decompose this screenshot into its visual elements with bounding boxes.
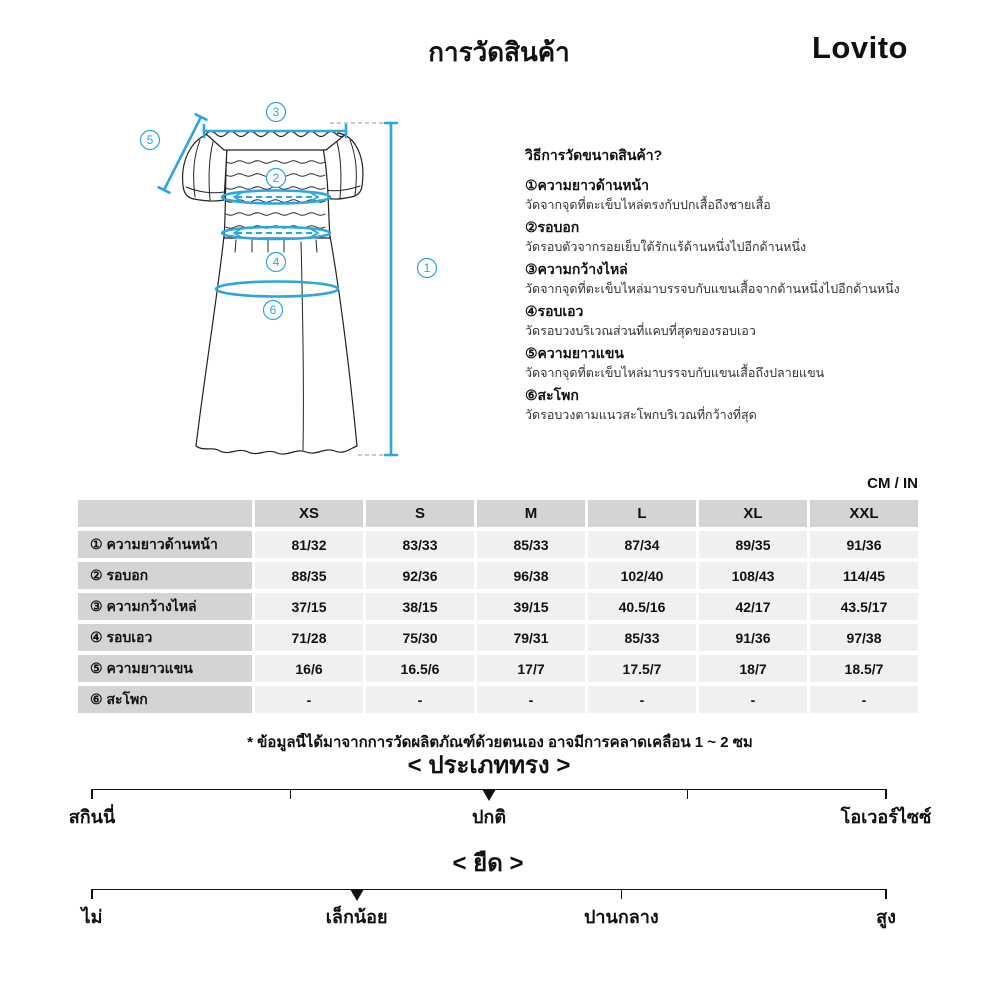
size-table bbox=[78, 500, 918, 713]
size-value-cell: 43.5/17 bbox=[810, 593, 918, 620]
marker-front-length bbox=[418, 259, 437, 278]
stretch-scale bbox=[81, 889, 896, 927]
marker-label: 2 bbox=[272, 171, 280, 185]
fit-scale-label: สกินนี่ bbox=[68, 807, 116, 827]
size-value-cell: 91/36 bbox=[699, 624, 807, 651]
size-value-cell: 97/38 bbox=[810, 624, 918, 651]
stretch-scale-label: ปานกลาง bbox=[583, 907, 659, 927]
size-value-cell: 75/30 bbox=[366, 624, 474, 651]
size-header-cell: XS bbox=[255, 500, 363, 527]
guide-item-desc: วัดรอบวงบริเวณส่วนที่แคบที่สุดของรอบเอว bbox=[525, 324, 756, 338]
scale-tick bbox=[621, 889, 623, 899]
guide-item-hip bbox=[525, 385, 990, 425]
size-value-cell: 102/40 bbox=[588, 562, 696, 589]
fit-scale-title: < ประเภททรง > bbox=[407, 752, 571, 779]
size-value-cell: - bbox=[699, 686, 807, 713]
measurement-label-cell: ② รอบอก bbox=[78, 562, 252, 589]
size-value-cell: 71/28 bbox=[255, 624, 363, 651]
measurement-label-cell: ⑤ ความยาวแขน bbox=[78, 655, 252, 682]
size-value-cell: 92/36 bbox=[366, 562, 474, 589]
guide-item-desc: วัดรอบวงตามแนวสะโพกบริเวณที่กว้างที่สุด bbox=[525, 408, 757, 422]
page-title: การวัดสินค้า bbox=[428, 37, 570, 67]
stretch-scale-label: สูง bbox=[876, 907, 896, 927]
marker-sleeve-length bbox=[141, 131, 160, 150]
guide-item-waist bbox=[525, 301, 990, 341]
guide-heading: วิธีการวัดขนาดสินค้า? bbox=[525, 147, 663, 163]
size-value-cell: 17/7 bbox=[477, 655, 585, 682]
brand-logo: Lovito bbox=[812, 30, 908, 65]
size-value-cell: 79/31 bbox=[477, 624, 585, 651]
fit-scale-label: โอเวอร์ไซซ์ bbox=[840, 807, 932, 827]
size-value-cell: 40.5/16 bbox=[588, 593, 696, 620]
marker-label: 3 bbox=[272, 105, 280, 119]
size-value-cell: 96/38 bbox=[477, 562, 585, 589]
size-header-cell: S bbox=[366, 500, 474, 527]
size-value-cell: 17.5/7 bbox=[588, 655, 696, 682]
guide-item-title: ①ความยาวด้านหน้า bbox=[525, 177, 649, 193]
fit-scale-pointer-icon bbox=[482, 789, 496, 801]
guide-item-desc: วัดจากจุดที่ตะเข็บไหล่มาบรรจบกับแขนเสื้อถึงปลายแขน bbox=[525, 366, 825, 380]
scale-tick bbox=[290, 789, 292, 799]
stretch-scale-label: ไม่ bbox=[81, 907, 103, 927]
guide-item-title: ③ความกว้างไหล่ bbox=[525, 261, 628, 277]
marker-hip bbox=[264, 301, 283, 320]
scale-tick bbox=[885, 889, 887, 899]
guide-item-desc: วัดจากจุดที่ตะเข็บไหล่มาบรรจบกับแขนเสื้อจากด้านหนึ่งไปอีกด้านหนึ่ง bbox=[525, 282, 900, 296]
size-value-cell: 88/35 bbox=[255, 562, 363, 589]
guide-item-title: ⑥สะโพก bbox=[525, 387, 579, 403]
guide-item-title: ④รอบเอว bbox=[525, 303, 584, 319]
measurement-note: * ข้อมูลนี้ได้มาจากการวัดผลิตภัณฑ์ด้วยตนเอง อาจมีการคลาดเคลื่อน 1 ~ 2 ซม bbox=[247, 734, 753, 751]
size-value-cell: 114/45 bbox=[810, 562, 918, 589]
size-value-cell: 85/33 bbox=[477, 531, 585, 558]
size-value-cell: - bbox=[477, 686, 585, 713]
size-value-cell: 39/15 bbox=[477, 593, 585, 620]
scale-tick bbox=[885, 789, 887, 799]
size-header-cell: M bbox=[477, 500, 585, 527]
size-value-cell: 85/33 bbox=[588, 624, 696, 651]
guide-item-front-length bbox=[525, 175, 990, 215]
marker-label: 1 bbox=[423, 261, 431, 275]
size-value-cell: - bbox=[366, 686, 474, 713]
size-value-cell: 108/43 bbox=[699, 562, 807, 589]
size-value-cell: 89/35 bbox=[699, 531, 807, 558]
stretch-scale-title: < ยืด > bbox=[452, 850, 524, 877]
measurement-guide bbox=[525, 145, 990, 427]
size-value-cell: 38/15 bbox=[366, 593, 474, 620]
size-header-cell: XXL bbox=[810, 500, 918, 527]
size-header-cell: XL bbox=[699, 500, 807, 527]
scale-tick bbox=[687, 789, 689, 799]
marker-bust bbox=[267, 169, 286, 188]
size-value-cell: 42/17 bbox=[699, 593, 807, 620]
fit-scale-label: ปกติ bbox=[471, 807, 507, 827]
fit-scale bbox=[68, 789, 932, 827]
size-value-cell: 16.5/6 bbox=[366, 655, 474, 682]
dress-measurement-diagram bbox=[130, 95, 450, 470]
measurement-label-cell: ③ ความกว้างไหล่ bbox=[78, 593, 252, 620]
guide-item-title: ⑤ความยาวแขน bbox=[525, 345, 624, 361]
unit-label: CM / IN bbox=[867, 475, 918, 492]
size-value-cell: 18.5/7 bbox=[810, 655, 918, 682]
marker-label: 4 bbox=[272, 255, 280, 269]
guide-item-shoulder bbox=[525, 259, 990, 299]
stretch-scale-pointer-icon bbox=[350, 889, 364, 901]
size-value-cell: 16/6 bbox=[255, 655, 363, 682]
table-corner-cell bbox=[78, 500, 252, 527]
guide-item-desc: วัดรอบตัวจากรอยเย็บใต้รักแร้ด้านหนึ่งไปอีกด้านหนึ่ง bbox=[525, 240, 807, 254]
size-value-cell: - bbox=[588, 686, 696, 713]
marker-label: 5 bbox=[146, 133, 154, 147]
measurement-label-cell: ⑥ สะโพก bbox=[78, 686, 252, 713]
measurement-label-cell: ④ รอบเอว bbox=[78, 624, 252, 651]
stretch-scale-label: เล็กน้อย bbox=[325, 907, 388, 927]
guide-item-bust bbox=[525, 217, 990, 257]
size-value-cell: 18/7 bbox=[699, 655, 807, 682]
measurement-label-cell: ① ความยาวด้านหน้า bbox=[78, 531, 252, 558]
guide-item-desc: วัดจากจุดที่ตะเข็บไหล่ตรงกับปกเสื้อถึงชายเสื้อ bbox=[525, 198, 771, 212]
size-value-cell: 83/33 bbox=[366, 531, 474, 558]
marker-label: 6 bbox=[269, 303, 277, 317]
neckline-ruffle bbox=[206, 132, 346, 151]
scale-tick bbox=[91, 889, 93, 899]
size-value-cell: 37/15 bbox=[255, 593, 363, 620]
size-header-cell: L bbox=[588, 500, 696, 527]
scale-tick bbox=[91, 789, 93, 799]
marker-waist bbox=[267, 253, 286, 272]
size-value-cell: 87/34 bbox=[588, 531, 696, 558]
size-value-cell: - bbox=[255, 686, 363, 713]
size-value-cell: 91/36 bbox=[810, 531, 918, 558]
guide-item-title: ②รอบอก bbox=[525, 219, 580, 235]
marker-shoulder-width bbox=[267, 103, 286, 122]
size-value-cell: - bbox=[810, 686, 918, 713]
size-value-cell: 81/32 bbox=[255, 531, 363, 558]
guide-item-sleeve bbox=[525, 343, 990, 383]
